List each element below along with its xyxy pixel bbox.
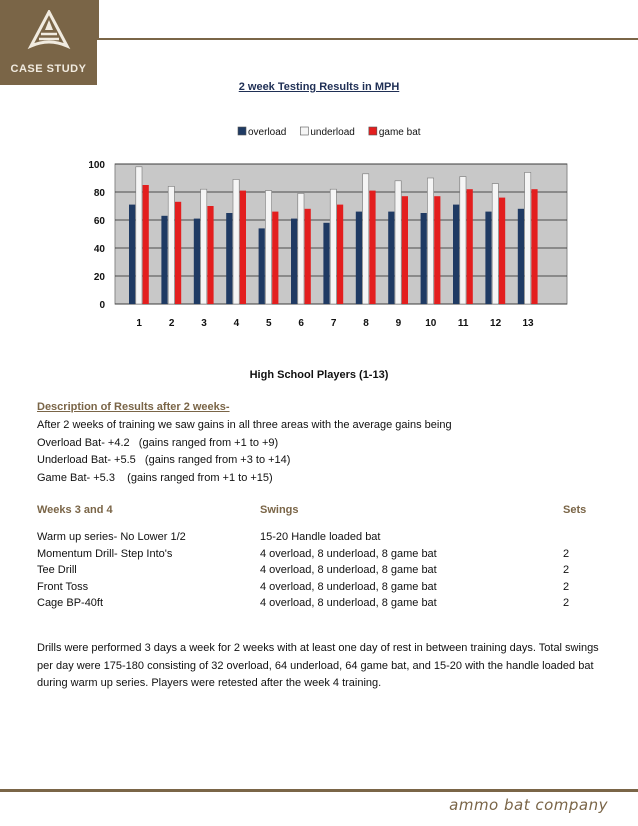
chart-title: 2 week Testing Results in MPH [238,81,400,93]
x-tick-label: 5 [266,318,272,329]
swings-cell: 4 overload, 8 underload, 8 game bat [260,597,437,609]
x-tick-label: 2 [168,318,175,329]
swings-cell: 15-20 Handle loaded bat [260,531,381,543]
x-tick-label: 7 [330,318,337,329]
bar-underload [525,172,531,304]
legend-swatch [238,127,246,135]
legend-swatch [300,127,308,135]
legend-label: overload [248,127,287,138]
bar-overload [226,213,232,304]
bar-overload [291,219,297,304]
description-line: Underload Bat- +5.5 (gains ranged from +3 to +14) [37,454,291,466]
swings-cell: 4 overload, 8 underload, 8 game bat [260,547,437,560]
y-tick-label: 20 [93,272,105,283]
sets-cell: 2 [563,597,570,609]
swings-cell: 4 overload, 8 underload, 8 game bat [260,580,437,593]
footer-rule [0,789,638,792]
plot-area [88,160,567,329]
drill-cell: Front Toss [37,580,89,593]
drill-table [37,531,597,614]
bar-overload [129,205,135,304]
sets-cell: 2 [563,580,570,593]
description-heading: Description of Results after 2 weeks- [37,401,230,413]
x-tick-label: 3 [201,318,207,329]
x-tick-label: 4 [233,318,240,329]
bar-overload [421,213,427,304]
description-line: Game Bat- +5.3 (gains ranged from +1 to +15) [37,471,273,484]
y-tick-label: 60 [93,216,105,227]
bar-game-bat [337,205,343,304]
bar-game-bat [143,185,149,304]
drill-cell: Cage BP-40ft [37,597,104,609]
x-tick-label: 6 [298,318,304,329]
x-tick-label: 13 [522,318,534,329]
case-study-label: CASE STUDY [10,63,87,75]
header-swings: Swings [260,504,299,516]
y-tick-label: 100 [88,160,105,171]
legend-label: game bat [378,127,421,138]
bar-game-bat [305,209,311,304]
bar-underload [298,193,304,304]
bar-game-bat [175,202,181,304]
x-tick-label: 11 [457,318,469,329]
description-line: Overload Bat- +4.2 (gains ranged from +1 to +9) [37,436,279,449]
bar-underload [460,177,466,304]
ammo-logo-icon [27,10,71,54]
header-sets: Sets [563,504,587,516]
bar-game-bat [272,212,278,304]
swings-cell: 4 overload, 8 underload, 8 game bat [260,564,437,576]
bar-overload [453,205,459,304]
summary-paragraph: Drills were performed 3 days a week for 2 weeks with at least one day of rest in between training days. Total swings per day were 175-180 consisting of 32 overload, 64 underload, 64 game bat, and 15-20 with the handle loaded bat during warm up series. Players were retested after the week 4 training. [37,642,599,689]
bar-game-bat [207,206,213,304]
bar-underload [492,184,498,304]
drill-cell: Warm up series- No Lower 1/2 [37,531,186,543]
description-line: After 2 weeks of training we saw gains in all three areas with the average gains being [37,419,452,431]
bar-overload [388,212,394,304]
bar-game-bat [499,198,505,304]
bar-overload [356,212,362,304]
header-rule-vertical [97,0,99,40]
chart-legend [238,127,421,138]
header-rule [97,38,638,40]
table-row [37,581,597,598]
description-body [37,417,452,487]
bar-game-bat [369,191,375,304]
bar-underload [201,189,207,304]
bar-chart [60,118,580,338]
drill-cell: Tee Drill [37,564,77,576]
x-tick-label: 8 [363,318,369,329]
table-row [37,548,597,565]
bar-underload [168,186,174,304]
bar-underload [363,174,369,304]
table-row [37,564,597,581]
sets-cell: 2 [563,547,570,560]
drill-cell: Momentum Drill- Step Into's [37,547,173,560]
bar-game-bat [531,189,537,304]
bar-underload [330,189,336,304]
x-tick-label: 10 [425,318,437,329]
bar-underload [395,181,401,304]
bar-game-bat [402,196,408,304]
bar-overload [323,223,329,304]
bar-underload [265,191,271,304]
table-row [37,597,597,614]
y-tick-label: 0 [99,300,105,311]
bar-overload [518,209,524,304]
legend-swatch [369,127,377,135]
bar-overload [194,219,200,304]
x-tick-label: 1 [136,318,142,329]
brand-wordmark: ammo bat company [449,796,608,814]
legend-label: underload [310,127,355,138]
y-tick-label: 40 [93,244,105,255]
bar-game-bat [240,191,246,304]
bar-underload [427,178,433,304]
x-tick-label: 9 [395,318,402,329]
bar-game-bat [467,189,473,304]
bar-overload [259,228,265,304]
x-tick-label: 12 [490,318,502,329]
x-axis-title: High School Players (1-13) [249,369,389,381]
bar-overload [161,216,167,304]
bar-game-bat [434,196,440,304]
sidebar-band [0,0,97,85]
bar-overload [485,212,491,304]
bar-underload [233,179,239,304]
table-row [37,531,597,548]
bar-underload [136,167,142,304]
sets-cell: 2 [563,564,570,576]
y-tick-label: 80 [93,188,105,199]
header-weeks: Weeks 3 and 4 [37,504,113,516]
